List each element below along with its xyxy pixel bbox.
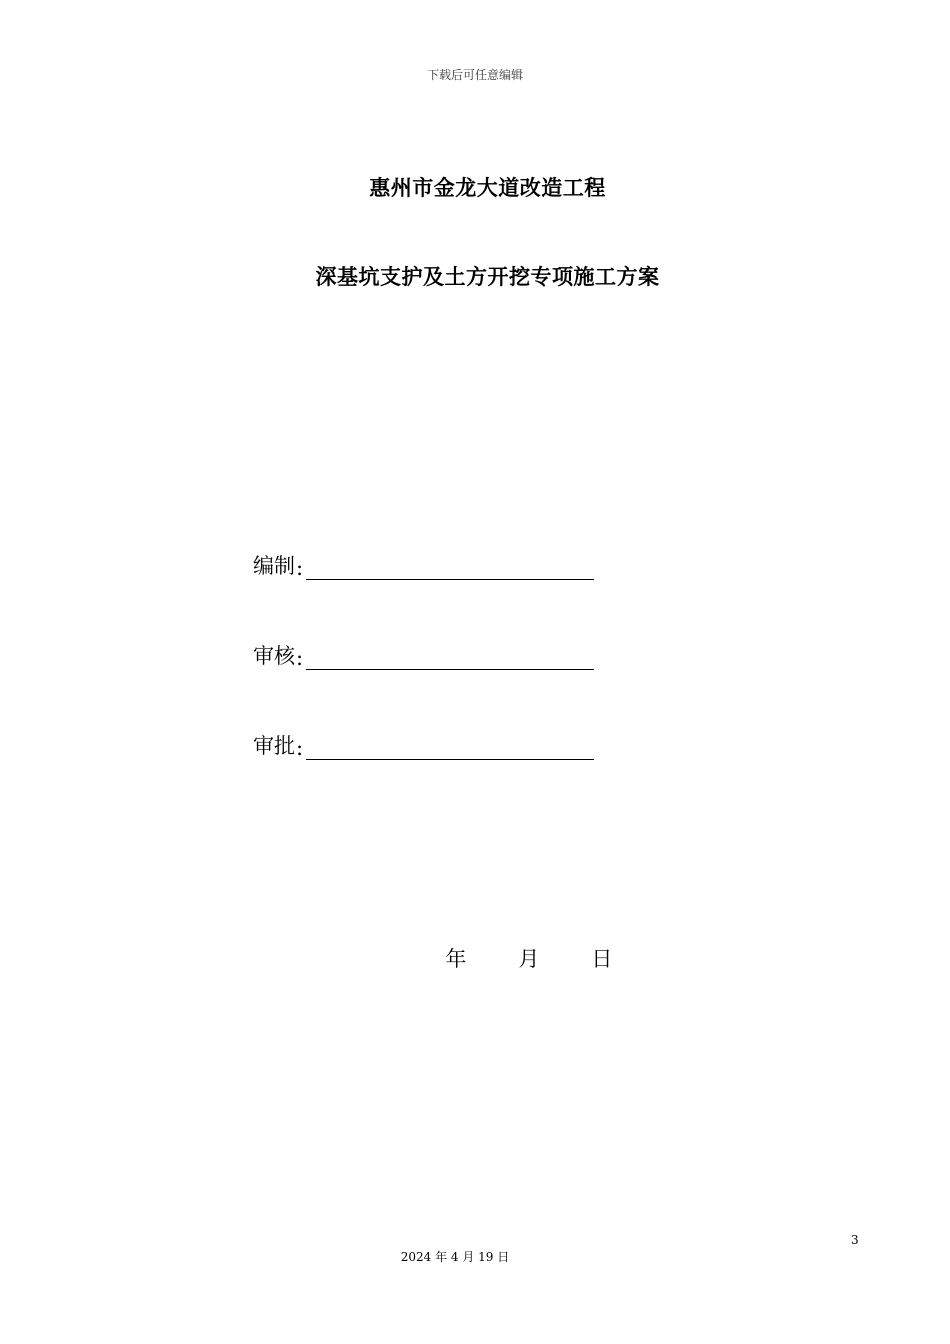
footer-date: 2024 年 4 月 19 日 — [400, 1250, 510, 1264]
signature-line — [306, 645, 594, 670]
project-title: 惠州市金龙大道改造工程 — [369, 175, 606, 200]
signature-row-compiled — [253, 550, 594, 580]
page-number: 3 — [851, 1233, 859, 1247]
signature-colon: : — [296, 556, 304, 580]
day-label: 日 — [591, 947, 613, 971]
signature-label: 审核 — [253, 644, 295, 668]
year-label: 年 — [445, 947, 467, 971]
header-note: 下载后可任意编辑 — [426, 68, 523, 82]
signature-line — [306, 735, 594, 760]
signature-row-approved — [253, 730, 594, 760]
month-label: 月 — [518, 947, 540, 971]
signature-label: 审批 — [253, 734, 295, 758]
signature-label: 编制 — [253, 554, 295, 578]
scheme-title: 深基坑支护及土方开挖专项施工方案 — [315, 264, 660, 289]
signature-row-reviewed — [253, 640, 594, 670]
signature-colon: : — [296, 736, 304, 760]
signature-colon: : — [296, 646, 304, 670]
date-line — [432, 919, 612, 973]
signature-line — [306, 555, 594, 580]
